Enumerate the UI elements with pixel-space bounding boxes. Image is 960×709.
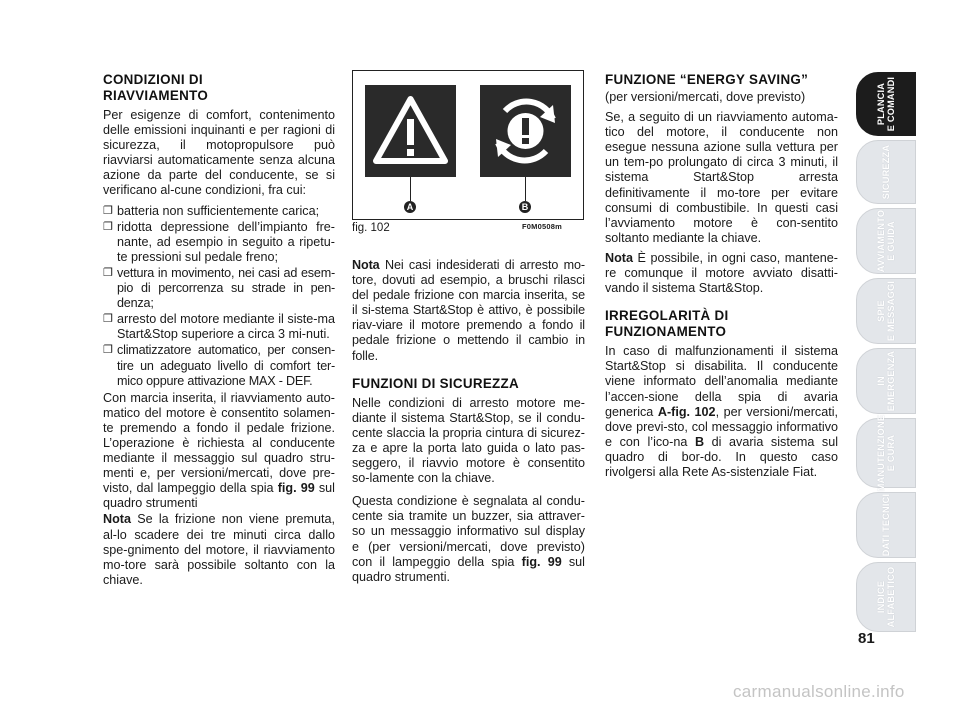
note-text: È possibile, in ogni caso, mantene-re comunque il motore avviato disatti-vando il sistema Start&Stop. xyxy=(605,250,838,296)
paragraph: Nelle condizioni di arresto motore me-diante il sistema Start&Stop, se il condu-cente slaccia la propria cintura di sicurez-za e apre la porta lato guida o lato pas-seggero, il riavvio motore è consentito so-lamente con la chiave. xyxy=(352,395,585,486)
tab-dati-tecnici[interactable] xyxy=(856,492,916,558)
tab-plancia-comandi[interactable] xyxy=(856,72,916,136)
tab-spie-messaggi[interactable] xyxy=(856,278,916,344)
warning-triangle-icon xyxy=(365,85,456,177)
subheading: (per versioni/mercati, dove previsto) xyxy=(605,90,806,104)
text: di avaria sistema sul quadro di bor-do. In questo caso rivolgersi alla Rete As-sistenziale Fiat. xyxy=(605,434,839,479)
column-right xyxy=(605,72,838,485)
paragraph xyxy=(103,391,335,512)
watermark: carmanualsonline.info xyxy=(733,682,905,701)
tab-label: SICUREZZA xyxy=(881,144,891,200)
tab-emergenza[interactable] xyxy=(856,348,916,414)
note xyxy=(352,258,585,364)
tab-label: PLANCIA E COMANDI xyxy=(876,76,896,132)
page-number: 81 xyxy=(858,630,875,647)
paragraph: Per esigenze di comfort, contenimento delle emissioni inquinanti e per ragioni di sicurezza, il motopropulsore può riavviarsi automaticamente senza alcuna azione da parte del conducente, se si verificano al-cune condizioni, fra cui: xyxy=(103,108,335,198)
paragraph: Se, a seguito di un riavviamento automa-tico del motore, il conducente non esegue nessuna azione sulla vettura per un tem-po prolungato di circa 3 minuti, il sistema Start&Stop arresta definitivamente il mo-tore per evitare consumi di combustibile. In questi casi l’avviamento motore è con-sentito soltanto mediante la chiave. xyxy=(605,110,838,245)
note-label: Nota xyxy=(352,258,380,272)
callout-a: A xyxy=(404,201,416,213)
list-item: ❐ batteria non sufficientemente carica; xyxy=(103,204,335,219)
figure-reference: fig. 99 xyxy=(521,554,562,569)
column-left xyxy=(103,72,335,593)
list-item: ❐ vettura in movimento, nei casi ad esem-pio di percorrenza su strade in pen-denza; xyxy=(103,266,335,311)
tab-label: AVVIAMENTO E GUIDA xyxy=(876,209,896,273)
tab-manutenzione-cura[interactable] xyxy=(856,414,916,492)
callout-leader-a xyxy=(410,177,411,201)
list-item: ❐ climatizzatore automatico, per consen-tire un adeguato livello di comfort ter-mico oppure attivazione MAX - DEF. xyxy=(103,343,335,388)
callout-b: B xyxy=(519,201,531,213)
text: sul quadro strumenti. xyxy=(352,554,585,584)
text: Questa condizione è segnalata al condu-cente sia tramite un buzzer, sia attraver-so un messaggio informativo sul display e (per versioni/mercati, dove previsto) con il lampeggio della spia xyxy=(352,494,585,569)
heading-safety-functions: FUNZIONI DI SICUREZZA xyxy=(352,375,519,391)
callout-leader-b xyxy=(525,177,526,201)
tab-label: DATI TECNICI xyxy=(881,493,891,557)
heading-energy-saving: FUNZIONE “ENERGY SAVING” xyxy=(605,72,809,87)
note-text: Se la frizione non viene premuta, al-lo scadere dei tre minuti circa dallo spe-gnimento del motore, il riavviamento mo-tore sarà possibile soltanto con la chiave. xyxy=(103,512,335,587)
tab-indice-alfabetico[interactable] xyxy=(856,562,916,632)
tab-label: MANUTENZIONE E CURA xyxy=(876,414,896,492)
note-label: Nota xyxy=(605,250,633,265)
tab-label: IN EMERGENZA xyxy=(876,350,896,412)
text: Con marcia inserita, il riavviamento auto-matico del motore è consentito solamen-te premendo a fondo il pedale frizione. L’operazione è richiesta al conducente mediante il messaggio sul quadro stru-menti e, per versioni/mercati, dove pre-visto, dal lampeggio della spia xyxy=(103,390,335,496)
condition-list xyxy=(103,204,335,389)
heading-restart-conditions: CONDIZIONI DI RIAVVIAMENTO xyxy=(103,72,209,103)
icon-reference: B xyxy=(694,434,705,449)
figure-reference: fig. 99 xyxy=(277,481,315,496)
list-item: ❐ ridotta depressione dell’impianto fre-nante, ad esempio in seguito a ripetu-te pressioni sul pedale freno; xyxy=(103,220,335,265)
figure-caption: fig. 102 xyxy=(352,222,390,234)
list-item: ❐ arresto del motore mediante il siste-ma Start&Stop superiore a circa 3 mi-nuti. xyxy=(103,312,335,342)
note-label: Nota xyxy=(103,512,131,527)
heading-malfunction: IRREGOLARITÀ DI FUNZIONAMENTO xyxy=(605,308,729,340)
tab-avviamento-guida[interactable] xyxy=(856,208,916,274)
note xyxy=(605,251,838,296)
column-middle xyxy=(352,258,585,590)
text: In caso di malfunzionamenti il sistema Start&Stop si disabilita. Il conducente viene informato dell’anomalia mediante l’accen-sione della spia di avaria generica xyxy=(605,344,838,419)
note-text: Nei casi indesiderati di arresto mo-tore, dovuti ad esempio, a bruschi rilasci del pedale frizione con marcia inserita, se il si-stema Start&Stop è attivo, è possibile riav-viare il motore premendo a fondo il pedale frizione o mettendo il cambio in folle. xyxy=(352,258,585,363)
note xyxy=(103,512,335,587)
figure-code: F0M0508m xyxy=(522,222,562,231)
tab-sicurezza[interactable] xyxy=(856,140,916,204)
paragraph xyxy=(605,344,838,480)
figure-reference: A-fig. 102 xyxy=(657,404,716,419)
tab-label: SPIE E MESSAGGI xyxy=(876,280,896,342)
tab-label: INDICE ALFABETICO xyxy=(876,566,896,628)
text: sul quadro strumenti xyxy=(103,481,335,511)
text: , per versioni/mercati, dove previ-sto, col messaggio informativo e con l’ico-na xyxy=(605,404,838,449)
paragraph xyxy=(352,494,585,585)
start-stop-failure-icon xyxy=(480,85,571,177)
figure-warning-icons xyxy=(352,70,584,220)
